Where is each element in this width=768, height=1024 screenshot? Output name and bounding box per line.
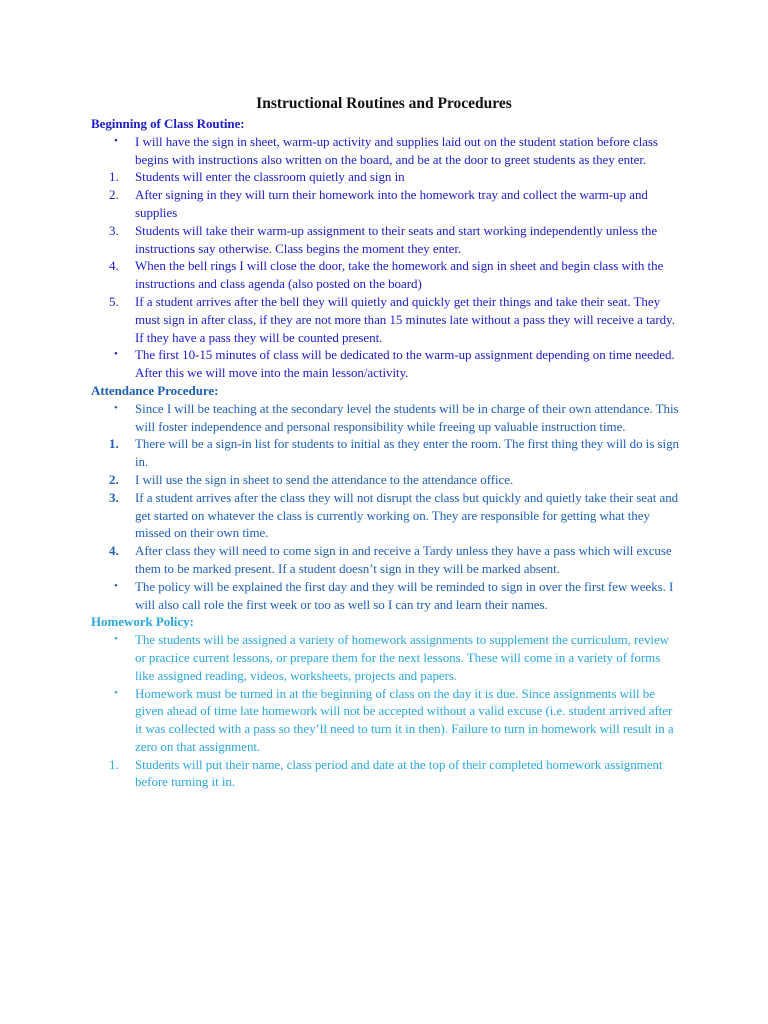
number-marker: 3. <box>109 222 119 238</box>
list-item <box>91 685 681 756</box>
list-item <box>91 346 681 382</box>
list-item-text: Students will put their name, class period and date at the top of their completed homework assignment before turning it in. <box>135 756 663 790</box>
bullet-marker: • <box>114 686 118 699</box>
section-beginning-of-class <box>91 115 681 382</box>
list-item <box>91 756 681 792</box>
list-item-text: After class they will need to come sign in and receive a Tardy unless they have a pass which will excuse them to be marked present. If a student doesn’t sign in they will be marked absent. <box>135 543 672 576</box>
section-homework-policy <box>91 613 681 791</box>
list-item <box>91 293 681 346</box>
bullet-marker: • <box>114 633 118 646</box>
bullet-marker: • <box>114 348 118 361</box>
list-item <box>91 257 681 293</box>
list-item-text: Students will enter the classroom quietly and sign in <box>135 169 405 185</box>
list-item <box>91 471 681 489</box>
list-item <box>91 186 681 222</box>
section-heading: Attendance Procedure: <box>91 382 219 398</box>
list-item <box>91 578 681 614</box>
number-marker: 1. <box>109 169 119 185</box>
bullet-marker: • <box>114 134 118 147</box>
number-marker: 4. <box>109 258 119 274</box>
number-marker: 2. <box>109 471 119 487</box>
section-heading: Homework Policy: <box>91 614 194 630</box>
number-marker: 1. <box>109 756 119 772</box>
list-item-text: There will be a sign-in list for students to initial as they enter the room. The first thing they will do is sign in. <box>135 436 679 470</box>
section-heading: Beginning of Class Routine: <box>91 116 245 131</box>
list-item-text: When the bell rings I will close the door, take the homework and sign in sheet and begin class with the instructions and class agenda (also posted on the board) <box>135 258 664 292</box>
bullet-marker: • <box>114 579 118 592</box>
list-item <box>91 168 681 186</box>
list-item <box>91 435 681 471</box>
list-item-text: The students will be assigned a variety of homework assignments to supplement the curriculum, review or practice current lessons, or prepare them for the next lessons. These will come in a variety of forms like assigned reading, videos, worksheets, projects and papers. <box>135 632 670 683</box>
list-item-text: Homework must be turned in at the beginning of class on the day it is due. Since assignments will be given ahead of time late homework will not be accepted without a valid excuse (i.e. student arrived after it was collected with a pass so they’ll need to turn it in then). Failure to turn in homework will result in a zero on that assignment. <box>135 685 674 754</box>
list-item-text: Students will take their warm-up assignment to their seats and start working independently unless the instructions say otherwise. Class begins the moment they enter. <box>135 222 658 256</box>
list-item-text: I will use the sign in sheet to send the attendance to the attendance office. <box>135 471 514 487</box>
number-marker: 2. <box>109 187 119 203</box>
list-item-text: If a student arrives after the class they will not disrupt the class but quickly and quietly take their seat and get started on whatever the class is currently working on. They are responsible for getting what they missed on their own time. <box>135 489 679 541</box>
list-item <box>91 489 681 542</box>
list-item <box>91 133 681 169</box>
number-marker: 5. <box>109 293 119 309</box>
list-item-text: Since I will be teaching at the secondary level the students will be in charge of their own attendance. This will foster independence and personal responsibility while freeing up valuable instruction time. <box>135 400 679 434</box>
list-item-text: The policy will be explained the first day and they will be reminded to sign in over the first few weeks. I will also call role the first week or too as well so I can try and learn their names. <box>135 578 674 612</box>
page-title: Instructional Routines and Procedures <box>256 95 512 112</box>
section-attendance-procedure <box>91 382 681 613</box>
list-item <box>91 542 681 578</box>
list-item <box>91 400 681 436</box>
list-item-text: After signing in they will turn their homework into the homework tray and collect the warm-up and supplies <box>135 187 648 220</box>
number-marker: 4. <box>109 543 119 559</box>
list-item-text: The first 10-15 minutes of class will be dedicated to the warm-up assignment depending on time needed. After this we will move into the main lesson/activity. <box>135 347 675 381</box>
list-item <box>91 222 681 258</box>
number-marker: 1. <box>109 436 119 452</box>
list-item-text: I will have the sign in sheet, warm-up activity and supplies laid out on the student station before class begins with instructions also written on the board, and be at the door to greet students as they enter. <box>135 133 658 167</box>
list-item <box>91 631 681 684</box>
document-body <box>91 115 681 791</box>
number-marker: 3. <box>109 489 119 505</box>
bullet-marker: • <box>114 401 118 414</box>
list-item-text: If a student arrives after the bell they will quietly and quickly get their things and take their seat. They must sign in after class, if they are not more than 15 minutes late without a pass they will receive a tardy. If they have a pass they will be counted present. <box>135 293 675 345</box>
